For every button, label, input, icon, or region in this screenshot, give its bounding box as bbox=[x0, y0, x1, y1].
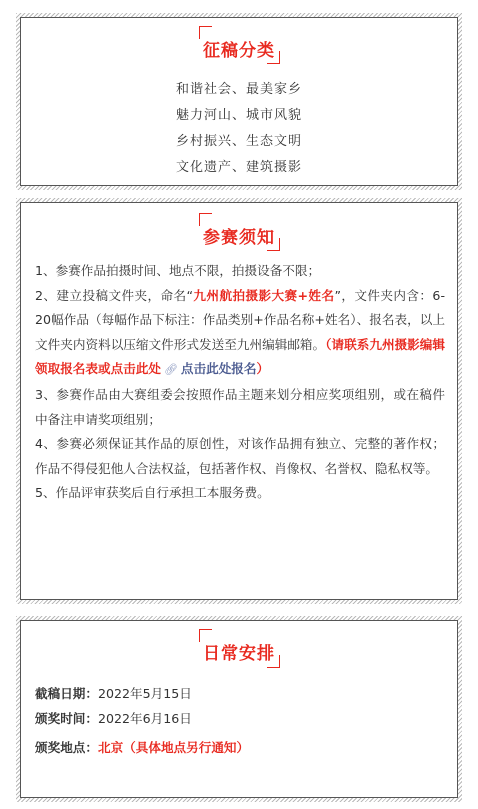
folder-name-format: 九州航拍摄影大赛+姓名 bbox=[193, 287, 335, 303]
rule-2-text-a: 2、建立投稿文件夹，命名“ bbox=[35, 287, 194, 303]
rules-list bbox=[35, 259, 445, 506]
schedule-card-body bbox=[20, 620, 458, 798]
title-bracket-right bbox=[267, 51, 280, 64]
rules-card-body bbox=[20, 202, 458, 600]
categories-card bbox=[16, 13, 462, 190]
deadline-row bbox=[35, 683, 192, 702]
deadline-value: 2022年5月15日 bbox=[97, 686, 192, 701]
rules-title: 参赛须知 bbox=[203, 228, 275, 248]
award-date-value: 2022年6月16日 bbox=[97, 711, 192, 726]
category-item: 魅力河山、城市风貌 bbox=[175, 108, 302, 123]
rule-item-5: 5、作品评审获奖后自行承担工本服务费。 bbox=[35, 485, 270, 501]
rule-item-3: 3、参赛作品由大赛组委会按照作品主题来划分相应奖项组别，或在稿件中备注申请奖项组别； bbox=[35, 386, 445, 427]
categories-card-body bbox=[20, 17, 458, 186]
rule-item-2 bbox=[35, 284, 445, 383]
register-link[interactable]: 点击此处报名 bbox=[180, 361, 257, 377]
title-bracket-right bbox=[267, 655, 280, 668]
link-icon: 🔗︎ bbox=[163, 363, 178, 377]
award-date-label: 颁奖时间： bbox=[35, 711, 98, 726]
venue-value: 北京（具体地点另行通知） bbox=[97, 740, 250, 755]
contact-note: （请联系九州摄影编辑领取报名表或点击此处 bbox=[35, 336, 446, 377]
category-item: 和谐社会、最美家乡 bbox=[175, 82, 302, 97]
category-item: 乡村振兴、生态文明 bbox=[175, 134, 302, 149]
rule-2-text-b: ”，文件夹内含：6-20幅作品（每幅作品下标注：作品类别+作品名称+姓名）、报名表，以上文件夹内资料以压缩文件形式发送至九州编辑邮箱。 bbox=[35, 287, 445, 352]
categories-title: 征稿分类 bbox=[203, 41, 275, 61]
rule-item-4: 4、参赛必须保证其作品的原创性，对该作品拥有独立、完整的著作权；作品不得侵犯他人合法权益，包括著作权、肖像权、名誉权、隐私权等。 bbox=[35, 436, 445, 476]
contact-note-close: ） bbox=[256, 361, 270, 377]
deadline-label: 截稿日期： bbox=[35, 686, 98, 701]
title-bracket-right bbox=[267, 238, 280, 251]
rule-item-1: 1、参赛作品拍摄时间、地点不限，拍摄设备不限； bbox=[35, 263, 321, 278]
rules-card bbox=[16, 198, 462, 604]
schedule-card bbox=[16, 616, 462, 802]
schedule-title: 日常安排 bbox=[203, 644, 275, 664]
category-item: 文化遗产、建筑摄影 bbox=[175, 160, 302, 175]
venue-row bbox=[35, 737, 249, 756]
award-date-row bbox=[35, 708, 192, 727]
venue-label: 颁奖地点： bbox=[35, 740, 98, 755]
